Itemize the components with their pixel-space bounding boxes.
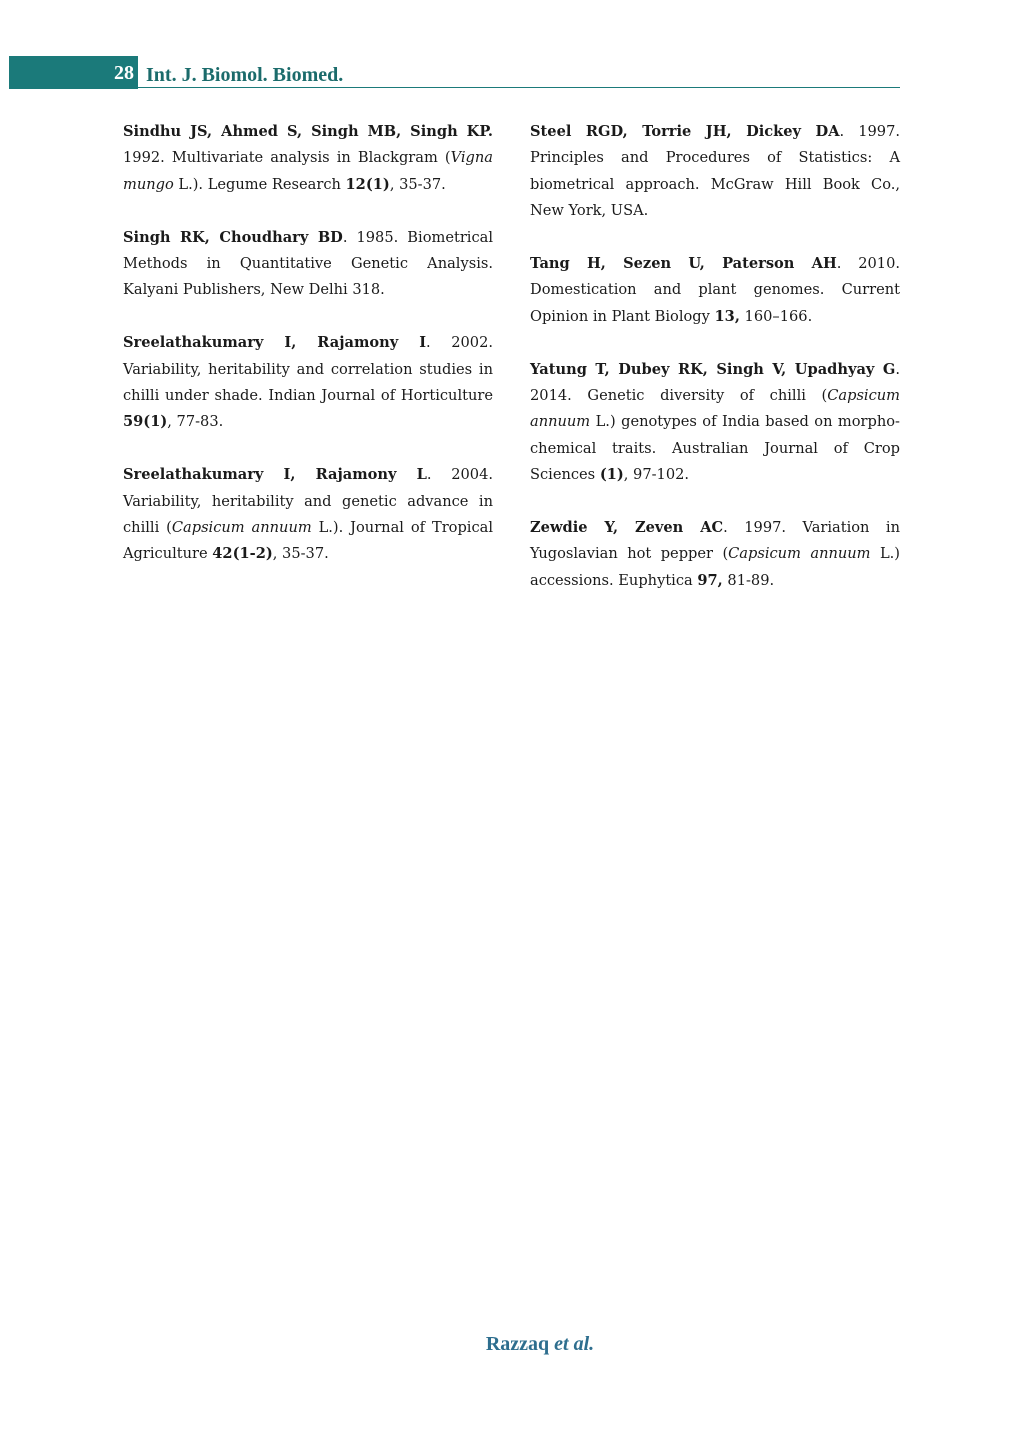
page-header [0, 0, 1024, 100]
reference-pages: , 35-37. [389, 175, 446, 193]
reference-year: . 1997. [723, 519, 787, 537]
page-footer [0, 1331, 1024, 1357]
reference-text: Genetic diversity of chilli ( [587, 387, 828, 405]
reference-authors: Zewdie Y, Zeven AC [530, 519, 724, 537]
footer-etal: et al. [554, 1333, 595, 1355]
reference-singh-1985 [123, 225, 493, 304]
reference-steel-1997 [530, 119, 900, 225]
species-name: Vigna mungo [123, 149, 493, 193]
journal-title: Int. J. Biomol. Biomed. [146, 64, 344, 86]
reference-pages: , 77-83. [167, 413, 224, 431]
reference-pages: , 97-102. [623, 466, 690, 484]
reference-authors: Tang H, Sezen U, Paterson AH [530, 255, 837, 273]
reference-text: Domestication and plant genomes. Current Opinion in Plant Biology [530, 281, 900, 325]
reference-text: L.) accessions. Euphytica [530, 545, 900, 589]
reference-year: . 2002. [426, 334, 493, 352]
reference-year: 1992. [123, 149, 165, 167]
reference-authors: Steel RGD, Torrie JH, Dickey DA [530, 123, 840, 140]
reference-volume: 97, [697, 571, 723, 589]
reference-text: L.). Legume Research [173, 175, 346, 193]
reference-text: Principles and Procedures of Statistics: A biometrical approach. McGraw Hill Book Co., New York, USA. [530, 149, 900, 220]
reference-volume: (1) [599, 466, 624, 484]
reference-volume: 59(1) [123, 413, 168, 431]
species-name: Capsicum annuum [171, 519, 312, 537]
reference-year: . 1997. [839, 123, 900, 140]
reference-text: Variability, heritability and correlation studies in chilli under shade. Indian Journal of Horticulture [123, 360, 493, 405]
reference-text: Variation in Yugoslavian hot pepper ( [530, 519, 900, 563]
references-column-right [530, 119, 900, 621]
page-number: 28 [114, 62, 134, 84]
header-rule [138, 87, 900, 88]
reference-sreelathakumary-2002 [123, 330, 493, 436]
reference-yatung-2014 [530, 357, 900, 489]
reference-authors: Singh RK, Choudhary BD [123, 228, 343, 246]
species-name: Capsicum annuum [728, 545, 871, 563]
reference-year: . 2014. [530, 360, 900, 405]
reference-authors: Sreelathakumary I, Rajamony I [123, 334, 427, 352]
reference-text: Multivariate analysis in Blackgram ( [171, 149, 451, 167]
reference-volume: 13, [714, 307, 740, 325]
reference-year: . 1985. [342, 228, 399, 246]
reference-pages: , 35-37. [272, 545, 329, 563]
reference-year: . 2004. [426, 466, 493, 484]
reference-zewdie-1997 [530, 515, 900, 594]
reference-pages: 160–166. [739, 307, 813, 325]
reference-authors: Sindhu JS, Ahmed S, Singh MB, Singh KP. [123, 123, 493, 140]
reference-volume: 42(1-2) [212, 545, 273, 563]
reference-text: Variability, heritability and genetic advance in chilli ( [123, 492, 493, 537]
reference-sreelathakumary-2004 [123, 462, 493, 568]
reference-text: L.) genotypes of India based on morpho-chemical traits. Australian Journal of Crop Sciences [530, 413, 900, 484]
footer-author: Razzaq [485, 1333, 555, 1355]
reference-tang-2010 [530, 251, 900, 330]
reference-year: . 2010. [836, 255, 900, 273]
reference-text: L.). Journal of Tropical Agriculture [123, 519, 494, 563]
species-name: Capsicum annuum [530, 387, 901, 431]
reference-pages: 81-89. [722, 571, 775, 589]
reference-text: Biometrical Methods in Quantitative Genetic Analysis. Kalyani Publishers, New Delhi 318. [123, 228, 493, 299]
reference-volume: 12(1) [345, 175, 390, 193]
reference-sindhu-1992 [123, 119, 493, 198]
reference-authors: Yatung T, Dubey RK, Singh V, Upadhyay G [530, 360, 896, 378]
reference-authors: Sreelathakumary I, Rajamony L [123, 466, 427, 484]
references-column-left [123, 119, 493, 594]
